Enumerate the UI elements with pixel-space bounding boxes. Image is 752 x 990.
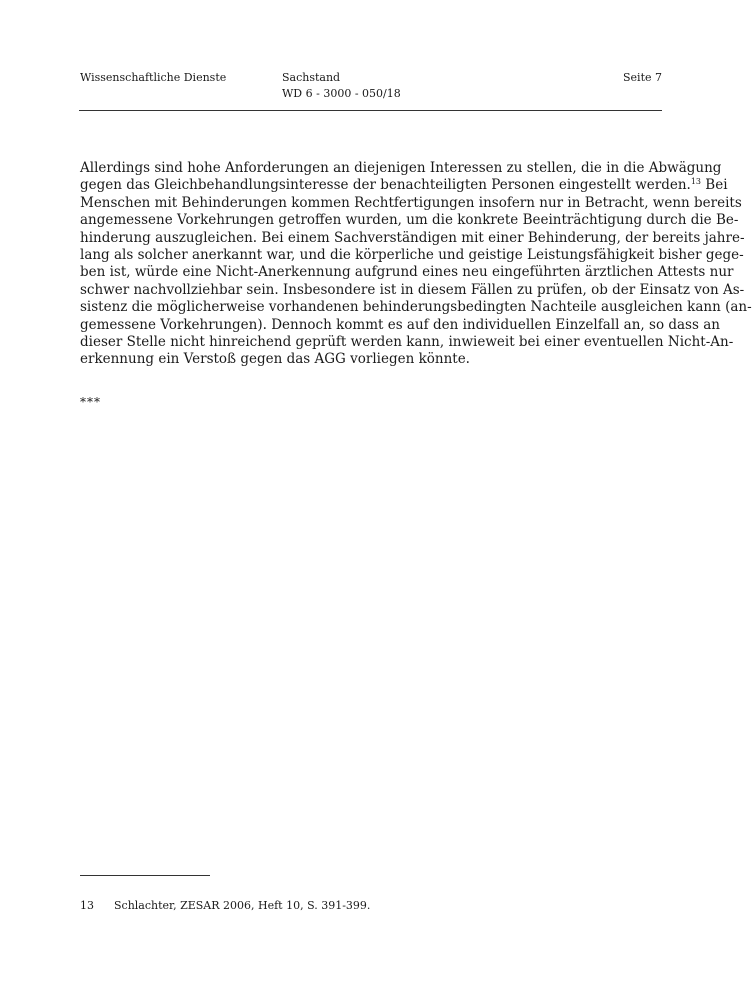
body-line-2-tail: Bei <box>701 177 728 194</box>
header-page-number: Seite 7 <box>623 71 662 84</box>
page-header <box>80 70 662 110</box>
body-line-3: Menschen mit Behinderungen kommen Rechtfertigungen insofern nur in Betracht, wenn bereits <box>80 194 742 211</box>
body-line-7: ben ist, würde eine Nicht-Anerkennung aufgrund eines neu eingeführten ärztlichen Attests nur <box>80 264 734 281</box>
header-document-info <box>282 70 401 102</box>
body-line-10: gemessene Vorkehrungen). Dennoch kommt es auf den individuellen Einzelfall an, so dass an <box>80 316 720 333</box>
body-line-4: angemessene Vorkehrungen getroffen wurden, um die konkrete Beeinträchtigung durch die Be- <box>80 212 739 229</box>
body-line-1: Allerdings sind hohe Anforderungen an diejenigen Interessen zu stellen, die in die Abwägung <box>80 160 722 176</box>
body-line-9: sistenz die möglicherweise vorhandenen behinderungsbedingten Nachteile ausgleichen kann (an- <box>80 299 752 316</box>
body-line-5: hinderung auszugleichen. Bei einem Sachverständigen mit einer Behinderung, der bereits jahre- <box>80 229 745 246</box>
header-divider <box>79 110 662 111</box>
footnote-number: 13 <box>80 899 94 912</box>
body-line-12: erkennung ein Verstoß gegen das AGG vorliegen könnte. <box>80 351 470 368</box>
header-organization: Wissenschaftliche Dienste <box>80 71 227 84</box>
body-line-8: schwer nachvollziehbar sein. Insbesondere ist in diesem Fällen zu prüfen, ob der Einsatz von As- <box>80 281 745 298</box>
body-line-11: dieser Stelle nicht hinreichend geprüft werden kann, inwieweit bei einer eventuellen Nicht-An- <box>80 334 734 351</box>
body-line-2-text: gegen das Gleichbehandlungsinteresse der benachteiligten Personen eingestellt werden. <box>80 177 691 194</box>
header-doc-type: Sachstand <box>282 71 341 84</box>
body-line-6: lang als solcher anerkannt war, und die körperliche und geistige Leistungsfähigkeit bisher gege- <box>80 247 744 264</box>
footnote-reference[interactable]: 13 <box>690 177 702 187</box>
footnote-divider <box>80 875 210 876</box>
footnote-text: Schlachter, ZESAR 2006, Heft 10, S. 391-399. <box>114 899 371 912</box>
body-line-2 <box>80 177 728 194</box>
section-separator: *** <box>80 395 101 409</box>
header-doc-number: WD 6 - 3000 - 050/18 <box>282 87 401 100</box>
body-paragraph <box>80 160 752 369</box>
